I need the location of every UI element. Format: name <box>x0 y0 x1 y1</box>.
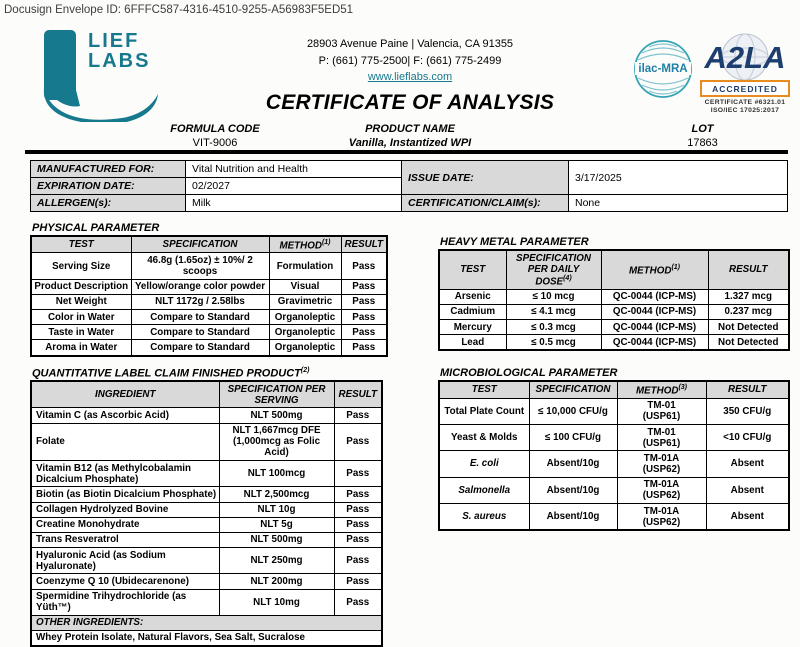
quantitative-title-text: QUANTITATIVE LABEL CLAIM FINISHED PRODUCT <box>32 367 301 380</box>
table-row <box>31 279 387 294</box>
cell-method: QC-0044 (ICP-MS) <box>601 320 708 335</box>
cell-spec: NLT 1172g / 2.58lbs <box>131 294 269 309</box>
table-row <box>439 477 789 503</box>
table-row <box>31 310 387 325</box>
right-column <box>438 236 788 531</box>
manufactured-for-value: Vital Nutrition and Health <box>186 161 402 178</box>
method-code: TM-01 <box>647 426 676 438</box>
cell-ingredient: Vitamin C (as Ascorbic Acid) <box>31 408 219 423</box>
cell-result: Pass <box>334 589 382 615</box>
method-reference: (USP61) <box>642 411 681 423</box>
cell-spec: 46.8g (1.65oz) ± 10%/ 2 scoops <box>131 253 269 279</box>
cell-ingredient: Creatine Monohydrate <box>31 517 219 532</box>
address-line-2: P: (661) 775-2500| F: (661) 775-2499 <box>318 54 502 67</box>
expiration-date-label: EXPIRATION DATE: <box>31 178 186 195</box>
method-code: TM-01A <box>643 479 680 491</box>
cell-method <box>617 477 706 503</box>
col-header-test: TEST <box>31 236 131 253</box>
left-column <box>30 222 386 647</box>
col-header-specification: SPECIFICATION <box>131 236 269 253</box>
cell-spec: NLT 200mg <box>219 574 334 589</box>
cell-method: QC-0044 (ICP-MS) <box>601 335 708 351</box>
cell-test: Product Description <box>31 279 131 294</box>
cell-ingredient: Coenzyme Q 10 (Ubidecarenone) <box>31 574 219 589</box>
logo-wordmark <box>88 31 150 71</box>
cell-spec: Absent/10g <box>529 504 617 531</box>
cell-result: Pass <box>334 461 382 487</box>
cell-test: S. aureus <box>439 504 529 531</box>
cell-method: Organoleptic <box>269 325 341 340</box>
cell-spec: ≤ 0.5 mcg <box>506 335 601 351</box>
cell-method: Organoleptic <box>269 340 341 356</box>
address-line-1: 28903 Avenue Paine | Valencia, CA 91355 <box>306 38 514 50</box>
table-row <box>31 461 382 487</box>
other-ingredients-value: Whey Protein Isolate, Natural Flavors, Sea Salt, Sucralose <box>31 630 382 646</box>
table-row <box>439 289 789 304</box>
col-header-result: RESULT <box>341 236 387 253</box>
table-row <box>439 398 789 424</box>
cell-result: Pass <box>341 340 387 356</box>
cell-test: Salmonella <box>439 477 529 503</box>
lot-block <box>610 123 795 149</box>
formula-code-label: FORMULA CODE <box>170 123 260 135</box>
table-row <box>31 294 387 309</box>
table-header-row <box>31 381 382 408</box>
cell-method <box>617 398 706 424</box>
table-header-row <box>439 250 789 289</box>
cell-ingredient: Vitamin B12 (as Methylcobalamin Dicalcium Phosphate) <box>31 461 219 487</box>
table-row <box>31 340 387 356</box>
formula-code-value: VIT-9006 <box>192 137 238 149</box>
ilac-mra-seal-icon <box>633 39 693 99</box>
cell-spec: ≤ 0.3 mcg <box>506 320 601 335</box>
table-row <box>439 335 789 351</box>
cell-method: QC-0044 (ICP-MS) <box>601 304 708 319</box>
spec-daily-dose-text: SPECIFICATION PER DAILY DOSE <box>516 252 591 288</box>
table-row <box>439 451 789 477</box>
table-row <box>31 548 382 574</box>
table-row <box>31 517 382 532</box>
cell-test: Yeast & Molds <box>439 425 529 451</box>
table-row <box>31 195 788 212</box>
table-row <box>31 589 382 615</box>
docusign-envelope-id: Docusign Envelope ID: 6FFFC587-4316-4510-9255-A56983F5ED51 <box>4 4 354 16</box>
title-superscript: (2) <box>300 366 310 374</box>
method-reference: (USP61) <box>642 437 681 449</box>
cell-spec: ≤ 100 CFU/g <box>529 425 617 451</box>
cell-result: 1.327 mcg <box>708 289 789 304</box>
manufactured-for-label: MANUFACTURED FOR: <box>31 161 186 178</box>
cell-spec: NLT 500mg <box>219 532 334 547</box>
page-title: CERTIFICATE OF ANALYSIS <box>265 91 555 114</box>
cell-spec: NLT 10mg <box>219 589 334 615</box>
col-header-result: RESULT <box>706 381 789 398</box>
heavy-metal-parameter-table <box>438 249 790 351</box>
col-header-specification: SPECIFICATION <box>529 381 617 398</box>
table-row <box>31 502 382 517</box>
certification-claims-label: CERTIFICATION/CLAIM(s): <box>402 195 569 212</box>
website-link[interactable]: www.lieflabs.com <box>367 71 453 83</box>
cell-ingredient: Trans Resveratrol <box>31 532 219 547</box>
table-row <box>31 615 382 630</box>
microbiological-parameter-title: MICROBIOLOGICAL PARAMETER <box>440 367 618 380</box>
cell-result: Pass <box>334 548 382 574</box>
a2la-globe-icon <box>702 32 788 82</box>
table-row <box>31 325 387 340</box>
spec-superscript: (4) <box>563 274 572 282</box>
cell-result: Not Detected <box>708 335 789 351</box>
cell-test: Total Plate Count <box>439 398 529 424</box>
method-code: TM-01A <box>643 452 680 464</box>
microbiological-parameter-table <box>438 380 790 531</box>
cell-method <box>617 451 706 477</box>
cell-method: Visual <box>269 279 341 294</box>
heavy-metal-parameter-title: HEAVY METAL PARAMETER <box>440 236 589 248</box>
cell-result: Absent <box>706 451 789 477</box>
table-row <box>439 425 789 451</box>
col-header-method-text: METHOD <box>635 385 679 397</box>
cell-method: QC-0044 (ICP-MS) <box>601 289 708 304</box>
cell-ingredient: Hyaluronic Acid (as Sodium Hyaluronate) <box>31 548 219 574</box>
iso-standard: ISO/IEC 17025:2017 <box>710 107 780 114</box>
cell-test: Lead <box>439 335 506 351</box>
cell-spec: Absent/10g <box>529 477 617 503</box>
cell-result: Pass <box>334 517 382 532</box>
cell-ingredient: Folate <box>31 423 219 460</box>
col-header-result: RESULT <box>334 381 382 408</box>
accredited-badge: ACCREDITED <box>700 80 790 97</box>
product-details-table <box>30 160 788 212</box>
method-code: TM-01A <box>643 505 680 517</box>
table-row <box>31 487 382 502</box>
cell-test: Serving Size <box>31 253 131 279</box>
cell-spec: Compare to Standard <box>131 325 269 340</box>
cell-spec: NLT 500mg <box>219 408 334 423</box>
cell-test: E. coli <box>439 451 529 477</box>
cell-spec: NLT 100mcg <box>219 461 334 487</box>
cell-spec: NLT 250mg <box>219 548 334 574</box>
product-name-label: PRODUCT NAME <box>365 123 455 135</box>
table-row <box>31 630 382 646</box>
table-row <box>31 423 382 460</box>
issue-date-label: ISSUE DATE: <box>402 161 569 195</box>
expiration-date-value: 02/2027 <box>186 178 402 195</box>
logo-word-lief: LIEF <box>88 30 140 52</box>
product-name-value: Vanilla, Instantized WPI <box>348 137 472 149</box>
table-row <box>31 161 788 178</box>
cell-ingredient: Collagen Hydrolyzed Bovine <box>31 502 219 517</box>
col-header-spec-daily-dose <box>506 250 601 289</box>
cell-spec: Compare to Standard <box>131 340 269 356</box>
col-header-spec-per-serving: SPECIFICATION PER SERVING <box>219 381 334 408</box>
col-header-method <box>601 250 708 289</box>
other-ingredients-label: OTHER INGREDIENTS: <box>31 615 382 630</box>
table-row <box>439 504 789 531</box>
cell-result: Pass <box>341 294 387 309</box>
table-row <box>31 574 382 589</box>
cell-test: Arsenic <box>439 289 506 304</box>
divider-rule <box>25 150 788 154</box>
col-header-method <box>269 236 341 253</box>
cell-test: Cadmium <box>439 304 506 319</box>
logo-word-labs: LABS <box>88 50 151 72</box>
cell-ingredient: Spermidine Trihydrochloride (as Yüth™) <box>31 589 219 615</box>
table-row <box>439 320 789 335</box>
company-address-block <box>240 36 580 86</box>
cell-test: Taste in Water <box>31 325 131 340</box>
quantitative-label-claim-title <box>32 367 386 380</box>
cell-test: Mercury <box>439 320 506 335</box>
col-header-method-text: METHOD <box>628 264 672 276</box>
col-header-result: RESULT <box>708 250 789 289</box>
cell-method: Gravimetric <box>269 294 341 309</box>
table-header-row <box>31 236 387 253</box>
table-row <box>439 304 789 319</box>
table-row <box>31 532 382 547</box>
cell-result: <10 CFU/g <box>706 425 789 451</box>
issue-date-value: 3/17/2025 <box>569 161 788 195</box>
col-header-test: TEST <box>439 381 529 398</box>
allergens-value: Milk <box>186 195 402 212</box>
method-reference: (USP62) <box>642 464 681 476</box>
cell-spec: NLT 1,667mcg DFE (1,000mcg as Folic Acid) <box>219 423 334 460</box>
cell-result: Absent <box>706 477 789 503</box>
cell-test: Color in Water <box>31 310 131 325</box>
cell-result: Pass <box>341 253 387 279</box>
cell-spec: Absent/10g <box>529 451 617 477</box>
cell-spec: ≤ 10 mcg <box>506 289 601 304</box>
cell-result: Pass <box>341 310 387 325</box>
cell-result: Pass <box>334 574 382 589</box>
table-row <box>31 253 387 279</box>
method-superscript: (3) <box>678 383 687 391</box>
cell-spec: NLT 5g <box>219 517 334 532</box>
table-row <box>31 408 382 423</box>
cell-result: Not Detected <box>708 320 789 335</box>
cell-method <box>617 504 706 531</box>
cell-method <box>617 425 706 451</box>
cell-method: Formulation <box>269 253 341 279</box>
certificate-number: CERTIFICATE #6321.01 <box>704 98 786 106</box>
cell-result: Pass <box>341 325 387 340</box>
cell-spec: Compare to Standard <box>131 310 269 325</box>
method-code: TM-01 <box>647 400 676 412</box>
lot-label: LOT <box>691 123 714 135</box>
cell-spec: ≤ 10,000 CFU/g <box>529 398 617 424</box>
cell-result: 350 CFU/g <box>706 398 789 424</box>
cell-result: Pass <box>334 423 382 460</box>
cell-result: Absent <box>706 504 789 531</box>
cell-result: Pass <box>334 532 382 547</box>
a2la-monogram: A2LA <box>704 40 786 75</box>
cell-result: Pass <box>334 487 382 502</box>
cell-method: Organoleptic <box>269 310 341 325</box>
product-name-block <box>265 123 555 149</box>
quantitative-label-claim-table <box>30 380 383 647</box>
cell-result: Pass <box>334 408 382 423</box>
physical-parameter-table <box>30 235 388 357</box>
cell-result: Pass <box>334 502 382 517</box>
cell-test: Net Weight <box>31 294 131 309</box>
col-header-method <box>617 381 706 398</box>
cell-spec: ≤ 4.1 mcg <box>506 304 601 319</box>
lot-value: 17863 <box>687 137 718 149</box>
col-header-method-text: METHOD <box>279 239 322 251</box>
cell-spec: NLT 2,500mcg <box>219 487 334 502</box>
allergens-label: ALLERGEN(s): <box>31 195 186 212</box>
physical-parameter-title: PHYSICAL PARAMETER <box>32 222 160 234</box>
table-header-row <box>439 381 789 398</box>
cell-result: Pass <box>341 279 387 294</box>
cell-result: 0.237 mcg <box>708 304 789 319</box>
ilac-mra-label: ilac-MRA <box>638 63 688 75</box>
col-header-ingredient: INGREDIENT <box>31 381 219 408</box>
col-header-test: TEST <box>439 250 506 289</box>
cell-ingredient: Biotin (as Biotin Dicalcium Phosphate) <box>31 487 219 502</box>
cell-spec: NLT 10g <box>219 502 334 517</box>
method-superscript: (1) <box>671 263 680 271</box>
method-reference: (USP62) <box>642 490 681 502</box>
method-reference: (USP62) <box>642 516 681 528</box>
cell-spec: Yellow/orange color powder <box>131 279 269 294</box>
method-superscript: (1) <box>321 238 331 246</box>
cell-test: Aroma in Water <box>31 340 131 356</box>
certification-claims-value: None <box>569 195 788 212</box>
